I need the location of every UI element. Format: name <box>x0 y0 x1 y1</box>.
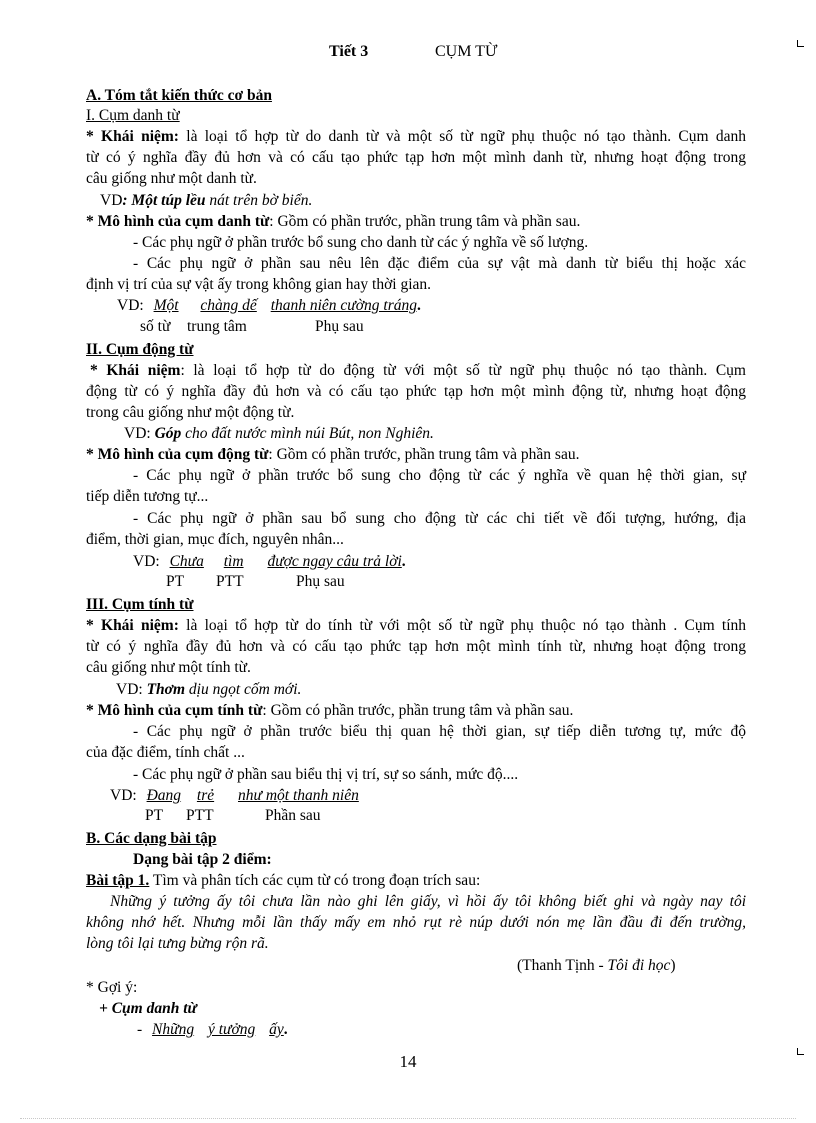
noun-model-point-2-line-2: định vị trí của sự vật ấy trong không gian hay thời gian. <box>86 276 432 293</box>
noun-model: * Mô hình của cụm danh từ: Gồm có phần trước, phần trung tâm và phần sau. <box>86 213 581 230</box>
adj-model-point-1-line-2: của đặc điểm, tính chất ... <box>86 744 245 761</box>
adj-model: * Mô hình của cụm tính từ: Gồm có phần trước, phần trung tâm và phần sau. <box>86 702 574 719</box>
page-number: 14 <box>399 1052 417 1071</box>
noun-model-point-1: - Các phụ ngữ ở phần trước bổ sung cho danh từ các ý nghĩa về số lượng. <box>133 234 589 251</box>
adj-definition-line-1: * Khái niệm: là loại tổ hợp từ do tính từ với một số từ ngữ phụ thuộc nó tạo thành . Cụm tính <box>86 617 746 634</box>
quote-line-3: lòng tôi lại tưng bừng rộn rã. <box>86 935 269 952</box>
hint-example: - Những ý tưởng ấy. <box>137 1021 288 1038</box>
bottom-dotted-rule <box>20 1118 796 1119</box>
noun-model-point-2-line-1: - Các phụ ngữ ở phần sau nêu lên đặc điểm của sự vật mà danh từ biểu thị hoặc xác <box>133 255 746 272</box>
noun-example-1: VD: Một túp lều nát trên bờ biển. <box>100 192 313 209</box>
adj-section-title: III. Cụm tính từ <box>86 596 194 613</box>
verb-definition-line-2: động từ có ý nghĩa đầy đủ hơn và có cấu tạo phức tạp hơn một mình động từ, nhưng hoạt động <box>86 383 746 400</box>
noun-definition-line-1: * Khái niệm: là loại tổ hợp từ do danh từ và một số từ ngữ phụ thuộc nó tạo thành. Cụm danh <box>86 128 746 145</box>
exercise-1: Bài tập 1. Tìm và phân tích các cụm từ có trong đoạn trích sau: <box>86 872 481 889</box>
section-a-title: A. Tóm tắt kiến thức cơ bản <box>86 87 272 104</box>
verb-example-2: VD: Chưa tìm được ngay câu trả lời. <box>133 553 406 570</box>
verb-example-1: VD: Góp cho đất nước mình núi Bút, non Nghiên. <box>124 425 434 442</box>
exercise-type: Dạng bài tập 2 điểm: <box>133 851 272 868</box>
verb-model-point-2-line-2: điểm, thời gian, mục đích, nguyên nhân... <box>86 531 344 548</box>
hint-noun-phrase: + Cụm danh từ <box>99 1000 197 1017</box>
adj-model-point-1-line-1: - Các phụ ngữ ở phần trước biểu thị quan hệ thời gian, sự tiếp diễn tương tự, mức độ <box>133 723 746 740</box>
adj-example-1: VD: Thơm dịu ngọt cốm mới. <box>116 681 302 698</box>
adj-model-point-2: - Các phụ ngữ ở phần sau biểu thị vị trí, sự so sánh, mức độ.... <box>133 766 519 783</box>
adj-definition-line-3: câu giống như một tính từ. <box>86 659 251 676</box>
noun-section-title: I. Cụm danh từ <box>86 107 180 124</box>
verb-definition-line-3: trong câu giống như một động từ. <box>86 404 295 421</box>
verb-label-center: PTT <box>216 573 244 590</box>
noun-definition-line-2: từ có ý nghĩa đầy đủ hơn và có cấu tạo phức tạp hơn một mình danh từ, nhưng hoạt động trong <box>86 149 746 166</box>
noun-example-2: VD: Một chàng dế thanh niên cường tráng. <box>117 297 421 314</box>
adj-label-after: Phần sau <box>265 807 321 824</box>
noun-label-after: Phụ sau <box>315 318 364 335</box>
noun-definition-line-3: câu giống như một danh từ. <box>86 170 257 187</box>
verb-label-before: PT <box>166 573 185 590</box>
crop-mark-top <box>797 40 804 47</box>
verb-section-title: II. Cụm động từ <box>86 341 194 358</box>
quote-line-2: không nhớ hết. Nhưng mỗi lần thấy mấy em nhỏ rụt rè núp dưới nón mẹ lần đầu đi đến trường, <box>86 914 746 931</box>
adj-example-2: VD: Đang trẻ như một thanh niên <box>110 787 359 804</box>
section-b-title: B. Các dạng bài tập <box>86 830 217 847</box>
hint-label: * Gợi ý: <box>86 979 138 996</box>
lesson-label: Tiết 3 <box>329 43 369 60</box>
verb-model: * Mô hình của cụm động từ: Gồm có phần trước, phần trung tâm và phần sau. <box>86 446 580 463</box>
verb-label-after: Phụ sau <box>296 573 345 590</box>
verb-model-point-1-line-2: tiếp diễn tương tự... <box>86 488 209 505</box>
verb-definition-line-1: * Khái niệm: là loại tổ hợp từ do động từ với một số từ ngữ phụ thuộc nó tạo thành. Cụm <box>90 362 746 379</box>
adj-label-center: PTT <box>186 807 214 824</box>
adj-definition-line-2: từ có ý nghĩa đầy đủ hơn và có cấu tạo phức tạp hơn một mình tính từ, nhưng hoạt động trong <box>86 638 746 655</box>
lesson-topic: CỤM TỪ <box>435 43 498 60</box>
noun-label-center: trung tâm <box>187 318 247 335</box>
adj-label-before: PT <box>145 807 164 824</box>
noun-label-number: số từ <box>140 318 171 335</box>
quote-line-1: Những ý tưởng ấy tôi chưa lần nào ghi lên giấy, vì hồi ấy tôi không biết ghi và ngày nay tôi <box>110 893 746 910</box>
crop-mark-bottom <box>797 1048 804 1055</box>
verb-model-point-1-line-1: - Các phụ ngữ ở phần trước bổ sung cho động từ các ý nghĩa về quan hệ thời gian, sự <box>133 467 746 484</box>
verb-model-point-2-line-1: - Các phụ ngữ ở phần sau bổ sung cho động từ các chi tiết về đối tượng, hướng, địa <box>133 510 746 527</box>
quote-source: (Thanh Tịnh - Tôi đi học) <box>517 957 676 974</box>
